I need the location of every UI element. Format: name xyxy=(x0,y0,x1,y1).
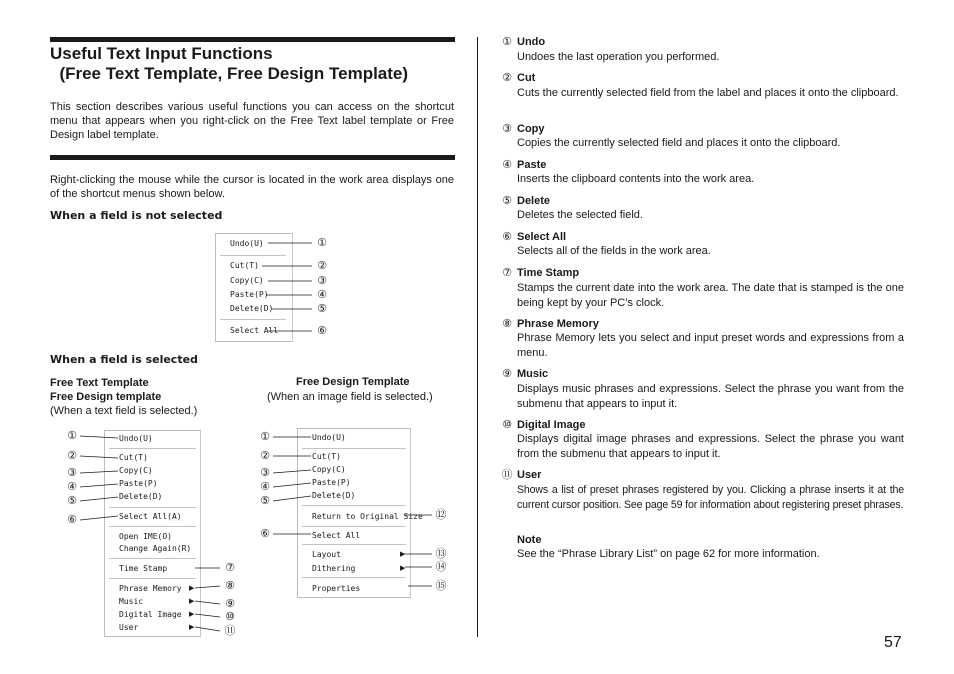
menu-item-open-ime[interactable]: Open IME(O) xyxy=(119,532,172,541)
entry-heading-select-all: Select All xyxy=(517,231,567,243)
menu-item-copy[interactable]: Copy(C) xyxy=(119,466,153,475)
menu-item-time-stamp[interactable]: Time Stamp xyxy=(119,564,168,573)
menu-item-dithering[interactable]: Dithering xyxy=(312,564,356,573)
entry-number: ⑩ xyxy=(502,419,512,431)
page-number: 57 xyxy=(884,634,902,651)
callout-12: ⑫ xyxy=(435,509,447,521)
entry-number: ⑥ xyxy=(502,231,512,243)
entry-number: ⑦ xyxy=(502,267,512,279)
callout-4: ④ xyxy=(317,289,327,301)
free-design-label-1: Free Design Template xyxy=(296,376,410,388)
menu-item-delete[interactable]: Delete(D) xyxy=(230,304,274,313)
entry-heading-paste: Paste xyxy=(517,159,547,171)
entry-number: ③ xyxy=(502,123,512,135)
callout-4: ④ xyxy=(67,481,77,493)
entry-body-copy: Copies the currently selected field and places it onto the clipboard. xyxy=(517,137,841,149)
menu-item-change-again[interactable]: Change Again(R) xyxy=(119,544,192,553)
menu-item-select-all[interactable]: Select All(A) xyxy=(119,512,182,521)
menu-item-delete[interactable]: Delete(D) xyxy=(119,492,163,501)
menu-item-paste[interactable]: Paste(P) xyxy=(119,479,158,488)
callout-3: ③ xyxy=(67,467,77,479)
callout-1: ① xyxy=(317,237,327,249)
entry-body-time-stamp: Stamps the current date into the work area. The date that is stamped is the one being kept by your PC’s clock. xyxy=(517,282,904,309)
entry-body-paste: Inserts the clipboard contents into the work area. xyxy=(517,173,755,185)
menu-item-cut[interactable]: Cut(T) xyxy=(230,261,259,270)
entry-number: ⑧ xyxy=(502,318,512,330)
menu-item-paste[interactable]: Paste(P) xyxy=(312,478,351,487)
page-title: Useful Text Input Functions (Free Text Template, Free Design Template) xyxy=(50,44,409,83)
free-text-label-2: Free Design template xyxy=(50,391,162,403)
callout-6: ⑥ xyxy=(67,514,77,526)
menu-item-undo[interactable]: Undo(U) xyxy=(119,434,153,443)
menu-item-copy[interactable]: Copy(C) xyxy=(312,465,346,474)
menu-item-select-all[interactable]: Select All xyxy=(230,326,279,335)
callout-1: ① xyxy=(67,430,77,442)
submenu-arrow-icon: ▶ xyxy=(189,611,195,618)
entry-body-user: Shows a list of preset phrases registered by you. Clicking a phrase inserts it at the current cursor position. See page 59 for information about registering preset phrases. xyxy=(517,484,904,511)
entry-heading-music: Music xyxy=(517,368,549,380)
entry-body-phrase-memory: Phrase Memory lets you select and input preset words and expressions from a menu. xyxy=(517,332,904,359)
entry-number: ② xyxy=(502,72,512,84)
shortcut-paragraph: Right-clicking the mouse while the cursor is located in the work area displays one of the shortcut menus shown below. xyxy=(50,174,454,200)
entry-heading-undo: Undo xyxy=(517,36,546,48)
selected-heading: When a field is selected xyxy=(50,353,198,366)
entry-heading-delete: Delete xyxy=(517,195,551,207)
entry-body-music: Displays music phrases and expressions. Select the phrase you want from the submenu that appears to input it. xyxy=(517,383,904,410)
callout-10: ⑩ xyxy=(225,611,235,623)
callout-6: ⑥ xyxy=(260,528,270,540)
menu-item-undo[interactable]: Undo(U) xyxy=(230,239,264,248)
entry-heading-digital-image: Digital Image xyxy=(517,419,586,431)
menu-item-digital-image[interactable]: Digital Image xyxy=(119,610,182,619)
entry-heading-user: User xyxy=(517,469,542,481)
callout-7: ⑦ xyxy=(225,562,235,574)
entry-heading-time-stamp: Time Stamp xyxy=(517,267,580,279)
callout-6: ⑥ xyxy=(317,325,327,337)
menu-item-music[interactable]: Music xyxy=(119,597,144,606)
callout-8: ⑧ xyxy=(225,580,235,592)
menu-item-properties[interactable]: Properties xyxy=(312,584,361,593)
entry-number: ⑨ xyxy=(502,368,512,380)
menu-item-layout[interactable]: Layout xyxy=(312,550,341,559)
entry-number: ⑪ xyxy=(501,469,513,481)
callout-5: ⑤ xyxy=(317,303,327,315)
free-text-label-1: Free Text Template xyxy=(50,377,149,389)
callout-5: ⑤ xyxy=(260,495,270,507)
entry-body-undo: Undoes the last operation you performed. xyxy=(517,51,720,63)
menu-item-undo[interactable]: Undo(U) xyxy=(312,433,346,442)
callout-3: ③ xyxy=(260,467,270,479)
menu-item-select-all[interactable]: Select All xyxy=(312,531,361,540)
callout-15: ⑮ xyxy=(435,580,447,592)
menu-item-cut[interactable]: Cut(T) xyxy=(312,452,341,461)
column-divider xyxy=(477,37,478,637)
entry-heading-cut: Cut xyxy=(517,72,536,84)
entry-number: ④ xyxy=(502,159,512,171)
free-design-label-2: (When an image field is selected.) xyxy=(267,391,433,403)
not-selected-heading: When a field is not selected xyxy=(50,209,223,222)
callout-5: ⑤ xyxy=(67,495,77,507)
entry-body-delete: Deletes the selected field. xyxy=(517,209,643,221)
callout-14: ⑭ xyxy=(435,561,447,573)
callout-9: ⑨ xyxy=(225,598,235,610)
entry-heading-note: Note xyxy=(517,534,542,546)
free-text-label-3: (When a text field is selected.) xyxy=(50,405,198,417)
callout-2: ② xyxy=(67,450,77,462)
entry-body-select-all: Selects all of the fields in the work area. xyxy=(517,245,711,257)
entry-number: ① xyxy=(502,36,512,48)
entry-heading-copy: Copy xyxy=(517,123,545,135)
menu-item-copy[interactable]: Copy(C) xyxy=(230,276,264,285)
submenu-arrow-icon: ▶ xyxy=(189,624,195,631)
callout-2: ② xyxy=(317,260,327,272)
submenu-arrow-icon: ▶ xyxy=(189,585,195,592)
callout-4: ④ xyxy=(260,481,270,493)
entry-body-digital-image: Displays digital image phrases and expressions. Select the phrase you want from the submenu that appears to input it. xyxy=(517,433,904,460)
callout-11: ⑪ xyxy=(224,625,236,637)
entry-body-cut: Cuts the currently selected field from the label and places it onto the clipboard. xyxy=(517,87,899,99)
entry-heading-phrase-memory: Phrase Memory xyxy=(517,318,599,330)
intro-paragraph: This section describes various useful functions you can access on the shortcut menu that appears when you right-click on the Free Text label template or Free Design label template. xyxy=(50,101,454,141)
entry-number: ⑤ xyxy=(502,195,512,207)
entry-body-note: See the “Phrase Library List” on page 62 for more information. xyxy=(517,548,820,560)
menu-item-cut[interactable]: Cut(T) xyxy=(119,453,148,462)
submenu-arrow-icon: ▶ xyxy=(400,551,406,558)
menu-item-delete[interactable]: Delete(D) xyxy=(312,491,356,500)
menu-item-phrase-memory[interactable]: Phrase Memory xyxy=(119,584,182,593)
submenu-arrow-icon: ▶ xyxy=(400,565,406,572)
submenu-arrow-icon: ▶ xyxy=(189,598,195,605)
menu-item-paste[interactable]: Paste(P) xyxy=(230,290,269,299)
callout-1: ① xyxy=(260,431,270,443)
callout-2: ② xyxy=(260,450,270,462)
menu-item-user[interactable]: User xyxy=(119,623,139,632)
callout-3: ③ xyxy=(317,275,327,287)
callout-13: ⑬ xyxy=(435,548,447,560)
menu-item-return-original-size[interactable]: Return to Original Size xyxy=(312,512,423,521)
